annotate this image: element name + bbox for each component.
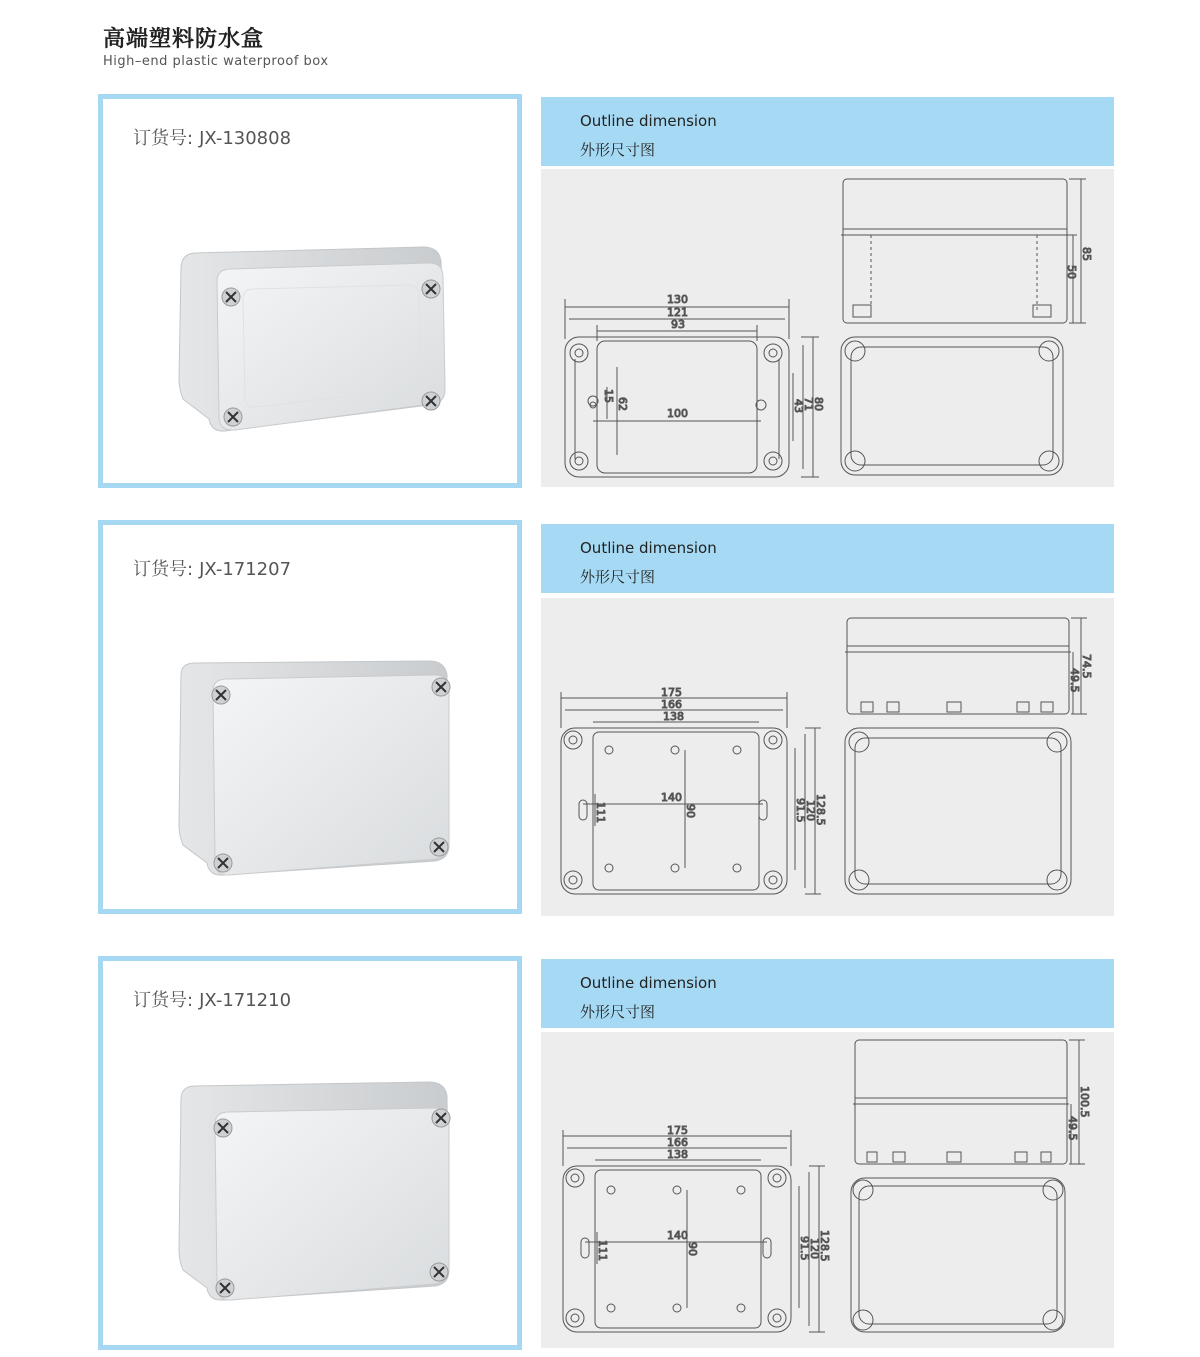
dim-width-mid: 166 bbox=[667, 1136, 688, 1149]
dim-depth-total: 74.5 bbox=[1080, 654, 1093, 679]
order-code: JX-130808 bbox=[199, 128, 292, 149]
front-view-drawing bbox=[563, 1130, 825, 1332]
box-photo bbox=[173, 239, 463, 439]
side-view-drawing bbox=[845, 618, 1087, 714]
order-number bbox=[133, 555, 291, 581]
dim-depth-body: 50 bbox=[1065, 265, 1078, 279]
product-photo-frame bbox=[98, 94, 522, 488]
dim-depth-body: 49.5 bbox=[1066, 1116, 1079, 1141]
dim-width-inner: 93 bbox=[671, 318, 685, 331]
dim-height-inner: 91.5 bbox=[798, 1236, 811, 1261]
order-label: 订货号: bbox=[133, 128, 194, 149]
dim-height-outer: 80 bbox=[812, 397, 825, 411]
product-card-2 bbox=[0, 520, 1200, 920]
dim-depth-body: 49.5 bbox=[1068, 668, 1081, 693]
bottom-view-drawing bbox=[851, 1178, 1065, 1332]
dim-hole-spacing-x: 140 bbox=[667, 1229, 688, 1242]
dim-111: 111 bbox=[594, 802, 607, 823]
outline-title-en: Outline dimension bbox=[580, 112, 717, 130]
dimension-drawing bbox=[541, 598, 1114, 916]
front-view-drawing bbox=[561, 692, 821, 894]
dim-height-mid: 71 bbox=[802, 397, 815, 411]
page-subtitle: High–end plastic waterproof box bbox=[103, 54, 329, 69]
box-photo bbox=[173, 655, 463, 885]
outline-dimension-header bbox=[541, 524, 1114, 593]
dim-111: 111 bbox=[596, 1240, 609, 1261]
side-view-drawing bbox=[853, 1040, 1085, 1164]
bottom-view-drawing bbox=[841, 337, 1063, 475]
outline-title-en: Outline dimension bbox=[580, 539, 717, 557]
dim-height-outer: 128.5 bbox=[818, 1230, 831, 1262]
dim-depth-total: 100.5 bbox=[1078, 1086, 1091, 1118]
dim-90: 90 bbox=[684, 804, 697, 818]
dim-width-outer: 130 bbox=[667, 293, 688, 306]
dim-width-mid: 121 bbox=[667, 306, 688, 319]
dim-height-inner: 91.5 bbox=[794, 798, 807, 823]
outline-title-cn: 外形尺寸图 bbox=[580, 1003, 656, 1021]
dim-hole-spacing-x: 140 bbox=[661, 791, 682, 804]
bottom-view-drawing bbox=[845, 728, 1071, 894]
dimension-drawing bbox=[541, 169, 1114, 487]
outline-title-cn: 外形尺寸图 bbox=[580, 568, 656, 586]
dim-width-outer: 175 bbox=[667, 1124, 688, 1137]
outline-title-cn: 外形尺寸图 bbox=[580, 141, 656, 159]
dim-width-outer: 175 bbox=[661, 686, 682, 699]
order-label: 订货号: bbox=[133, 559, 194, 580]
dim-62: 62 bbox=[616, 397, 629, 411]
product-card-1 bbox=[0, 94, 1200, 494]
dim-width-mid: 166 bbox=[661, 698, 682, 711]
dim-15: 15 bbox=[602, 389, 615, 403]
dim-hole-spacing-x: 100 bbox=[667, 407, 688, 420]
order-code: JX-171210 bbox=[199, 990, 292, 1011]
page-title: 高端塑料防水盒 bbox=[103, 27, 265, 52]
outline-title-en: Outline dimension bbox=[580, 974, 717, 992]
outline-dimension-header bbox=[541, 97, 1114, 166]
side-view-drawing bbox=[841, 179, 1086, 323]
dim-width-inner: 138 bbox=[667, 1148, 688, 1161]
dim-90: 90 bbox=[686, 1242, 699, 1256]
front-view-drawing bbox=[565, 299, 819, 477]
dim-height-mid: 120 bbox=[804, 800, 817, 821]
order-number bbox=[133, 124, 291, 150]
box-photo bbox=[173, 1076, 463, 1306]
outline-dimension-header bbox=[541, 959, 1114, 1028]
product-photo-frame bbox=[98, 520, 522, 914]
product-photo-frame bbox=[98, 956, 522, 1350]
dim-height-mid: 120 bbox=[808, 1238, 821, 1259]
dim-height-inner: 43 bbox=[792, 399, 805, 413]
order-label: 订货号: bbox=[133, 990, 194, 1011]
order-code: JX-171207 bbox=[199, 559, 292, 580]
dimension-drawing bbox=[541, 1032, 1114, 1348]
product-card-3 bbox=[0, 956, 1200, 1356]
dim-height-outer: 128.5 bbox=[814, 794, 827, 826]
dim-depth-total: 85 bbox=[1080, 247, 1093, 261]
dim-width-inner: 138 bbox=[663, 710, 684, 723]
order-number bbox=[133, 986, 291, 1012]
